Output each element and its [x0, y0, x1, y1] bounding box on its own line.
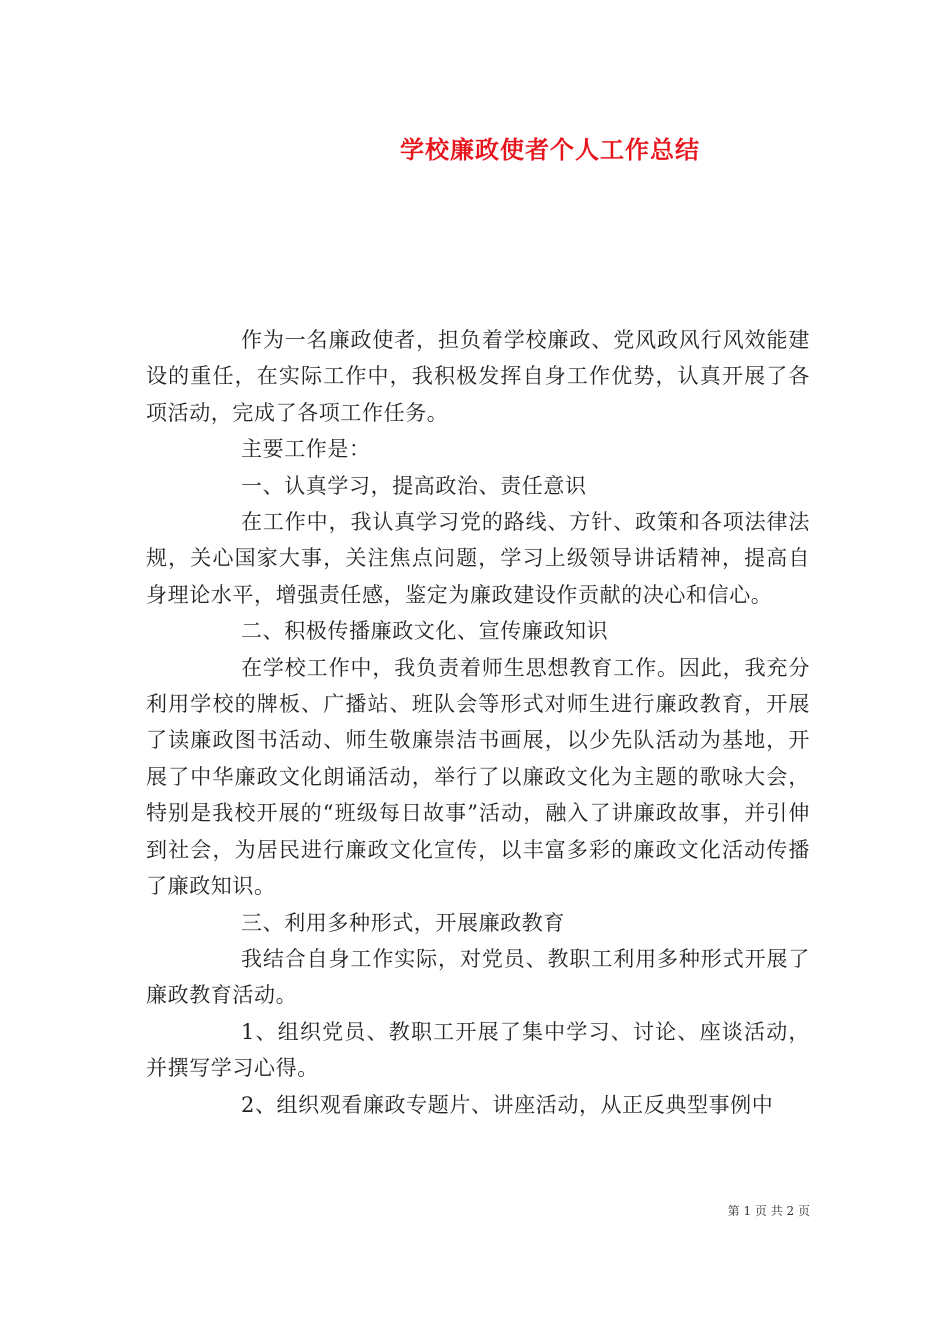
paragraph-culture: 在学校工作中，我负责着师生思想教育工作。因此，我充分利用学校的牌板、广播站、班队会等形式对师生进行廉政教育，开展了读廉政图书活动、师生敬廉崇洁书画展，以少先队活动为基地，开展了中华廉政文化朗诵活动，举行了以廉政文化为主题的歌咏大会，特别是我校开展的“班级每日故事”活动，融入了讲廉政故事，并引伸到社会，为居民进行廉政文化宣传，以丰富多彩的廉政文化活动传播了廉政知识。 [146, 655, 810, 899]
page-number: 第 1 页 共 2 页 [727, 1204, 810, 1218]
paragraph-education: 我结合自身工作实际，对党员、教职工利用多种形式开展了廉政教育活动。 [146, 946, 810, 1008]
document-title: 学校廉政使者个人工作总结 [400, 135, 700, 164]
paragraph-intro: 作为一名廉政使者，担负着学校廉政、党风政风行风效能建设的重任，在实际工作中，我积极发挥自身工作优势，认真开展了各项活动，完成了各项工作任务。 [146, 328, 810, 425]
section-heading-1: 一、认真学习，提高政治、责任意识 [241, 473, 587, 498]
section-heading-3: 三、利用多种形式，开展廉政教育 [241, 910, 565, 935]
section-heading-2: 二、积极传播廉政文化、宣传廉政知识 [241, 619, 609, 644]
paragraph-main-work: 主要工作是： [241, 437, 371, 462]
document-body [146, 322, 810, 1123]
list-item-2: 2、组织观看廉政专题片、讲座活动，从正反典型事例中 [241, 1092, 774, 1117]
list-item-1: 1、组织党员、教职工开展了集中学习、讨论、座谈活动，并撰写学习心得。 [146, 1019, 810, 1081]
paragraph-study: 在工作中，我认真学习党的路线、方针、政策和各项法律法规，关心国家大事，关注焦点问题，学习上级领导讲话精神，提高自身理论水平，增强责任感，鉴定为廉政建设作贡献的决心和信心。 [146, 510, 810, 607]
